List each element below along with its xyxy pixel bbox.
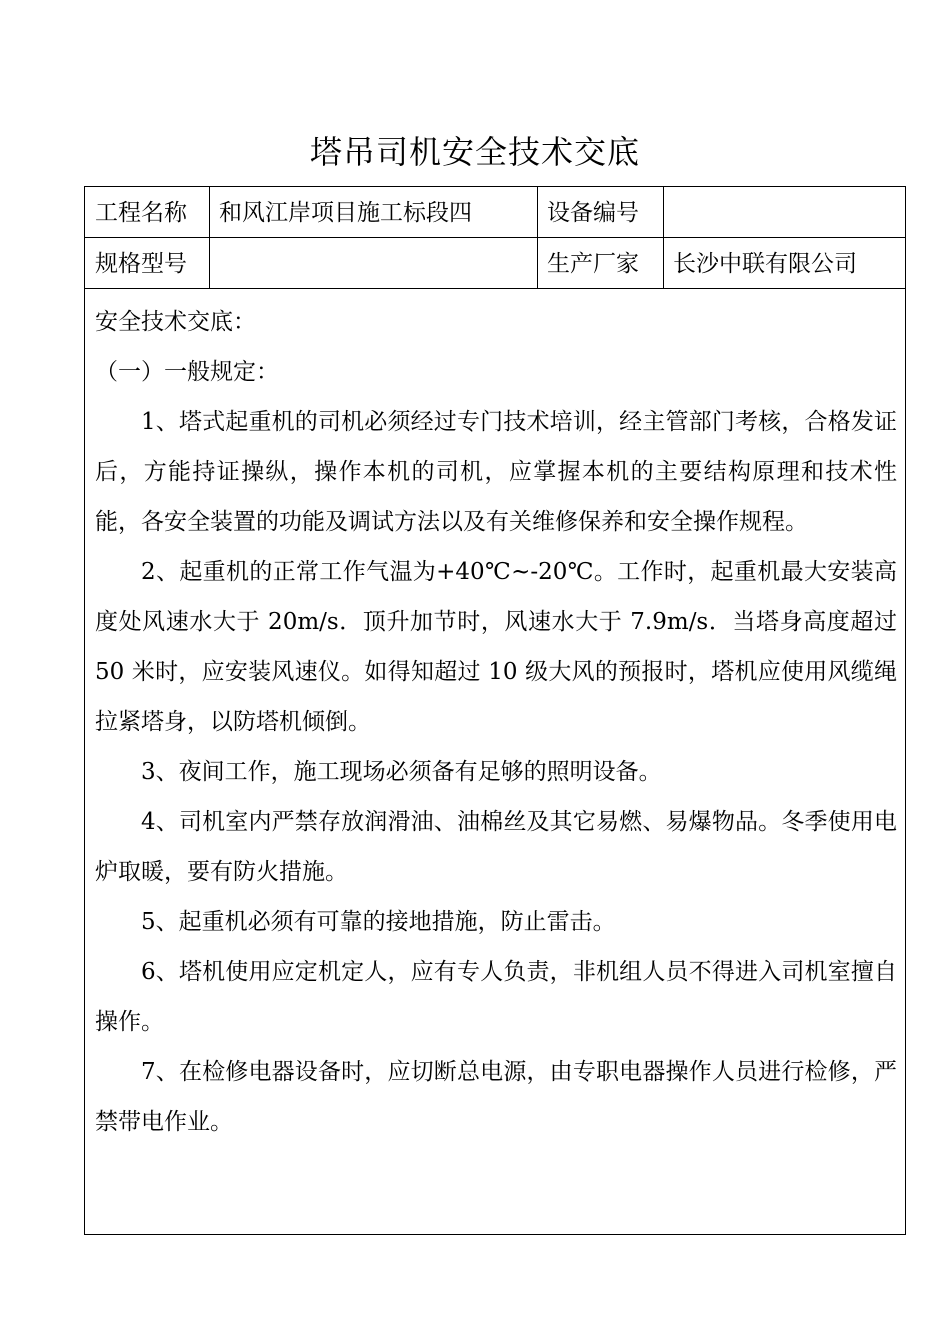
rule-item-2: 2、起重机的正常工作气温为+40℃~-20℃。工作时，起重机最大安装高度处风速水大于 20m/s．顶升加节时，风速水大于 7.9m/s．当塔身高度超过 50 米时，应安装风速仪。如得知超过 10 级大风的预报时，塔机应使用风缆绳拉紧塔身，以防塔机倾倒。 [95,559,897,735]
document-title: 塔吊司机安全技术交底 [309,133,640,171]
rule-item-7: 7、在检修电器设备时，应切断总电源，由专职电器操作人员进行检修，严禁带电作业。 [95,1059,897,1135]
rule-item-5: 5、起重机必须有可靠的接地措施，防止雷击。 [141,909,616,935]
disclosure-content [95,297,897,1147]
rule-item-6: 6、塔机使用应定机定人，应有专人负责，非机组人员不得进入司机室擅自操作。 [95,959,897,1035]
rule-item-1: 1、塔式起重机的司机必须经过专门技术培训，经主管部门考核，合格发证后，方能持证操纵，操作本机的司机，应掌握本机的主要结构原理和技术性能，各安全装置的功能及调试方法以及有关维修保养和安全操作规程。 [95,409,897,535]
disclosure-table [84,186,906,1235]
content-heading: 安全技术交底： [95,309,256,335]
column-divider [537,187,538,288]
column-divider [663,187,664,288]
model-label: 规格型号 [95,251,187,277]
manufacturer-label: 生产厂家 [547,251,639,277]
device-number-label: 设备编号 [547,200,639,226]
project-name-value: 和风江岸项目施工标段四 [219,200,472,226]
manufacturer-value: 长沙中联有限公司 [673,251,857,277]
row-divider [85,237,905,238]
column-divider [209,187,210,288]
section-heading: （一）一般规定： [95,359,279,385]
project-name-label: 工程名称 [95,200,187,226]
rule-item-3: 3、夜间工作，施工现场必须备有足够的照明设备。 [141,759,662,785]
rule-item-4: 4、司机室内严禁存放润滑油、油棉丝及其它易燃、易爆物品。冬季使用电炉取暖，要有防火措施。 [95,809,897,885]
